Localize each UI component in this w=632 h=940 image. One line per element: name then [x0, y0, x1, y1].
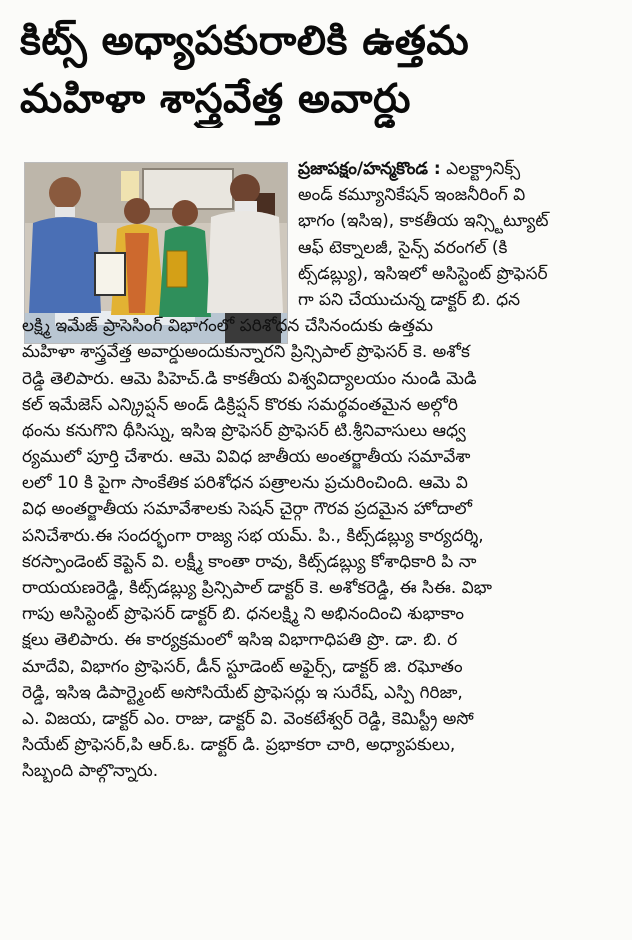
article-line: మాదేవి, విభాగం ప్రొఫెసర్, డీన్ స్టూడెంట్ అఫైర్స్, డాక్టర్ జి. రఘోతం	[22, 656, 463, 677]
article-line: రెడ్డి, ఇసిఇ డిపార్ట్మెంట్ అసోసియేట్ ప్రొఫెసర్లు ఇ సురేష్, ఎస్పి గిరిజా,	[22, 682, 463, 703]
article-line: సియేట్ ప్రొఫెసర్,పి ఆర్.ఓ. డాక్టర్ డి. ప్రభాకరా చారి, అధ్యాపకులు,	[22, 735, 456, 756]
article-line: ఎ. విజయ, డాక్టర్ ఎం. రాజు, డాక్టర్ వి. వెంకటేశ్వర్ రెడ్డి, కెమిస్ట్రీ అసో	[22, 708, 474, 729]
article-line: భాగం (ఇసిఇ), కాకతీయ ఇన్స్టిట్యూట్	[298, 211, 549, 232]
article-line: కరస్పాండెంట్ కెప్టెన్ వి. లక్ష్మీ కాంతా రావు, కిట్స్‌డబ్ల్యు కోశాధికారి పి నా	[22, 551, 477, 572]
headline-line-2: మహిళా శాస్త్రవేత్త అవార్డు	[20, 76, 412, 122]
article-line: క్షలు తెలిపారు. ఈ కార్యక్రమంలో ఇసిఇ విభాగాధిపతి ప్రొ. డా. బి. ర	[22, 630, 458, 651]
article-line: సిబ్బంది పాల్గొన్నారు.	[22, 761, 159, 782]
article-line: అండ్ కమ్యూనికేషన్ ఇంజనీరింగ్ వి	[298, 185, 526, 206]
article-line: ర్యములో పూర్తి చేశారు. ఆమె వివిధ జాతీయ అంతర్జాతీయ సమావేశా	[22, 447, 471, 468]
article-body	[22, 156, 616, 785]
article-line: రాయయణరెడ్డి, కిట్స్‌డబ్ల్యు ప్రిన్సిపాల్ డాక్టర్ కె. అశోకరెడ్డి, ఈ సిఈ. విభా	[22, 578, 492, 598]
headline	[20, 12, 612, 128]
article-line: మహిళా శాస్త్రవేత్త అవార్డుఅందుకున్నారని ప్రిన్సిపాల్ ప్రొఫెసర్ కె. అశోక	[22, 342, 470, 363]
article-line: లక్ష్మి ఇమేజ్ ప్రాసెసింగ్ విభాగంలో పరిశోధన చేసినందుకు ఉత్తమ	[22, 316, 433, 337]
dateline: ప్రజాపక్షం/హన్మకొండ :	[298, 159, 441, 179]
article-line: విధ అంతర్జాతీయ సమావేశాలకు సెషన్ చైర్గా గౌరవ ప్రదమైన హోదాలో	[22, 499, 472, 520]
article-line: గా పని చేయుచున్న డాక్టర్ బి. ధన	[298, 289, 521, 310]
article-line: థంను కనుగొని థీసిస్ను, ఇసిఇ ప్రొఫెసర్ ప్రొఫెసర్ టి.శ్రీనివాసులు ఆధ్వ	[22, 420, 466, 441]
article-line: గాపు అసిస్టెంట్ ప్రొఫెసర్ డాక్టర్ బి. ధనలక్ష్మి ని అభినందించి శుభాకాం	[22, 604, 465, 625]
article-line: లలో 10 కి పైగా సాంకేతిక పరిశోధన పత్రాలను ప్రచురించింది. ఆమె వి	[22, 473, 468, 494]
headline-line-1: కిట్స్ అధ్యాపకురాలికి ఉత్తమ	[20, 18, 470, 64]
article-line: కల్ ఇమేజెస్ ఎన్క్రిప్షన్ అండ్ డిక్రిప్షన్ కొరకు సమర్థవంతమైన అల్గోరి	[22, 394, 458, 415]
article-line: పనిచేశారు.ఈ సందర్భంగా రాజ్య సభ యమ్. పి., కిట్స్‌డబ్ల్యు కార్యదర్శి,	[22, 525, 484, 546]
article-line: ట్స్‌డబ్ల్యు), ఇసిఇలో అసిస్టెంట్ ప్రొఫెసర్	[298, 263, 548, 284]
article-line	[22, 156, 616, 182]
article-line: రెడ్డి తెలిపారు. ఆమె పిహెచ్.డి కాకతీయ విశ్వవిద్యాలయం నుండి మెడి	[22, 368, 477, 389]
article-line: ఆఫ్ టెక్నాలజీ, సైన్స్ వరంగల్ (కి	[298, 237, 508, 258]
article-line-text: ఎలక్ట్రానిక్స్	[446, 159, 521, 179]
